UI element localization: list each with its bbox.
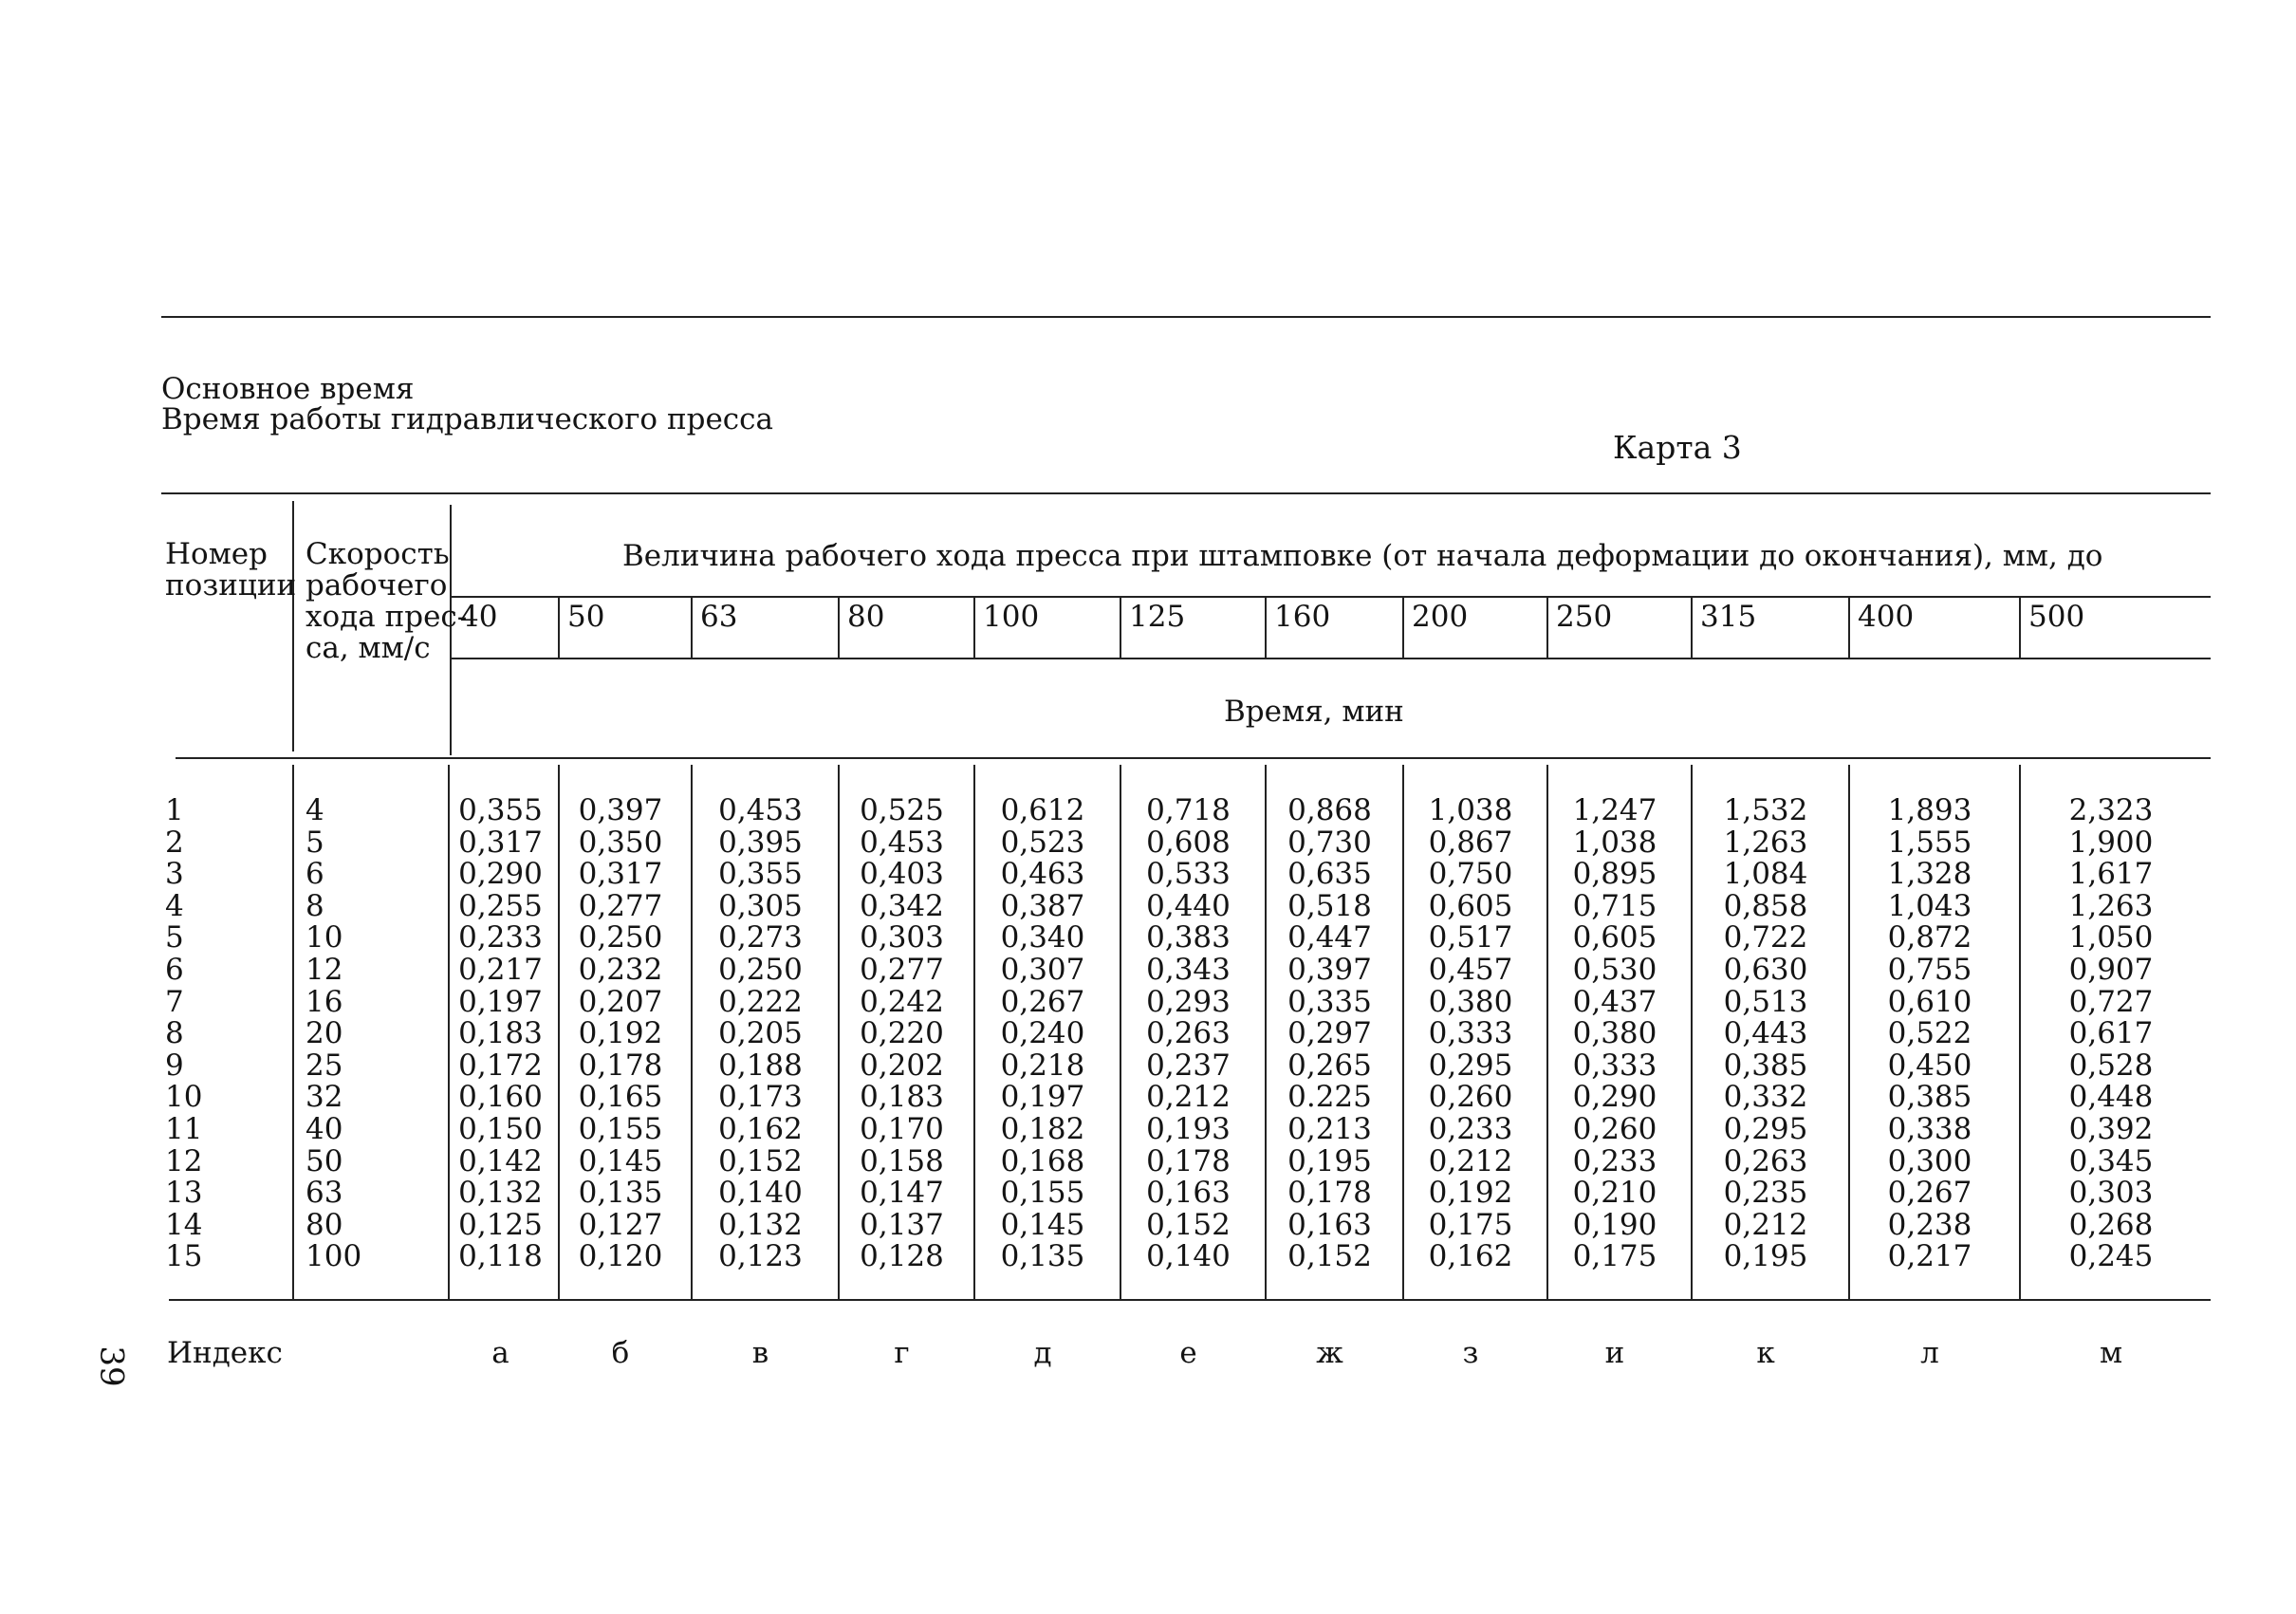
time-cell-r6-c12: 0,907 [2068,952,2154,987]
page-number: 39 [92,1345,131,1387]
position-1: 1 [165,793,184,827]
stroke-values-top-rule [451,596,2211,598]
time-cell-r4-c7: 0,518 [1287,888,1372,923]
time-cell-r5-c10: 0,722 [1723,920,1808,955]
speed-header-line-2: рабочего [306,568,448,603]
time-cell-r3-c10: 1,084 [1723,857,1808,892]
time-cell-r9-c11: 0,450 [1887,1048,1972,1083]
time-cell-r7-c2: 0,207 [578,984,663,1019]
time-column-315 [1691,795,1841,1273]
time-cell-r10-c6: 0,212 [1146,1080,1231,1115]
vrule-stroke-col-6 [1265,598,1267,659]
time-column-80 [838,795,966,1273]
table-top-rule [161,492,2211,494]
time-column-160 [1265,795,1395,1273]
stroke-value-40: 40 [460,600,498,634]
stroke-value-500: 500 [2028,600,2085,634]
time-cell-r6-c9: 0,530 [1572,952,1657,987]
time-cell-r7-c3: 0,222 [718,984,803,1019]
position-9: 9 [165,1048,184,1083]
time-cell-r13-c5: 0,155 [1000,1176,1085,1211]
time-cell-r15-c9: 0,175 [1572,1239,1657,1274]
vrule-stroke-col-2 [691,598,693,659]
time-cell-r7-c1: 0,197 [458,984,543,1019]
position-6: 6 [165,952,184,987]
time-cell-r12-c12: 0,345 [2068,1143,2154,1178]
time-cell-r5-c4: 0,303 [860,920,944,955]
time-cell-r2-c12: 1,900 [2068,825,2154,860]
time-cell-r10-c2: 0,165 [578,1080,663,1115]
vrule-stroke-col-9 [1691,598,1693,659]
index-letter-г: г [894,1336,910,1370]
time-cell-r8-c9: 0,380 [1572,1016,1657,1051]
stroke-values-bottom-rule [451,658,2211,659]
vrule-stroke-col-1 [558,598,560,659]
time-cell-r15-c2: 0,120 [578,1239,663,1274]
time-cell-r13-c6: 0,163 [1146,1176,1231,1211]
position-8: 8 [165,1016,184,1051]
time-cell-r3-c2: 0,317 [578,857,663,892]
position-2: 2 [165,825,184,860]
time-cell-r4-c12: 1,263 [2068,888,2154,923]
time-cell-r2-c3: 0,395 [718,825,803,860]
time-cell-r8-c12: 0,617 [2068,1016,2154,1051]
time-column-63 [691,795,830,1273]
speed-40: 40 [306,1111,343,1146]
time-cell-r4-c3: 0,305 [718,888,803,923]
time-cell-r7-c8: 0,380 [1428,984,1513,1019]
speeds-column [306,795,361,1273]
time-cell-r5-c3: 0,273 [718,920,803,955]
time-cell-r10-c7: 0.225 [1287,1080,1372,1115]
time-cell-r5-c9: 0,605 [1572,920,1657,955]
time-cell-r10-c1: 0,160 [458,1080,543,1115]
time-cell-r14-c1: 0,125 [458,1207,543,1242]
time-cell-r9-c8: 0,295 [1428,1048,1513,1083]
table-bottom-rule [169,1299,2211,1301]
time-cell-r14-c4: 0,137 [860,1207,944,1242]
time-cell-r3-c1: 0,290 [458,857,543,892]
time-cell-r4-c1: 0,255 [458,888,543,923]
time-cell-r8-c2: 0,192 [578,1016,663,1051]
position-3: 3 [165,857,184,892]
time-cell-r12-c2: 0,145 [578,1143,663,1178]
time-cell-r9-c12: 0,528 [2068,1048,2154,1083]
time-cell-r9-c2: 0,178 [578,1048,663,1083]
vrule-stroke-col-7 [1402,598,1404,659]
time-cell-r9-c3: 0,188 [718,1048,803,1083]
time-cell-r12-c9: 0,233 [1572,1143,1657,1178]
time-cell-r10-c5: 0,197 [1000,1080,1085,1115]
position-13: 13 [165,1176,203,1211]
time-cell-r11-c3: 0,162 [718,1111,803,1146]
time-cell-r1-c7: 0,868 [1287,793,1372,827]
time-cell-r9-c4: 0,202 [860,1048,944,1083]
time-cell-r4-c10: 0,858 [1723,888,1808,923]
time-cell-r4-c8: 0,605 [1428,888,1513,923]
time-cell-r6-c2: 0,232 [578,952,663,987]
time-cell-r11-c6: 0,193 [1146,1111,1231,1146]
time-cell-r4-c11: 1,043 [1887,888,1972,923]
time-cell-r10-c3: 0,173 [718,1080,803,1115]
time-cell-r11-c4: 0,170 [860,1111,944,1146]
time-cell-r13-c7: 0,178 [1287,1176,1372,1211]
speed-16: 16 [306,984,343,1019]
stroke-value-80: 80 [847,600,885,634]
time-cell-r13-c9: 0,210 [1572,1176,1657,1211]
time-cell-r3-c8: 0,750 [1428,857,1513,892]
time-cell-r3-c4: 0,403 [860,857,944,892]
time-cell-r12-c8: 0,212 [1428,1143,1513,1178]
time-cell-r13-c4: 0,147 [860,1176,944,1211]
vrule-stroke-col-10 [1848,598,1850,659]
time-cell-r6-c10: 0,630 [1723,952,1808,987]
time-cell-r15-c7: 0,152 [1287,1239,1372,1274]
time-cell-r11-c12: 0,392 [2068,1111,2154,1146]
time-cell-r6-c8: 0,457 [1428,952,1513,987]
time-cell-r12-c5: 0,168 [1000,1143,1085,1178]
speed-10: 10 [306,920,343,955]
time-cell-r1-c3: 0,453 [718,793,803,827]
title-line-1: Основное время [161,372,415,406]
stroke-value-63: 63 [700,600,738,634]
time-cell-r5-c8: 0,517 [1428,920,1513,955]
time-cell-r13-c2: 0,135 [578,1176,663,1211]
time-cell-r4-c4: 0,342 [860,888,944,923]
time-cell-r8-c4: 0,220 [860,1016,944,1051]
time-cell-r3-c7: 0,635 [1287,857,1372,892]
position-14: 14 [165,1207,203,1242]
time-cell-r15-c6: 0,140 [1146,1239,1231,1274]
time-cell-r8-c3: 0,205 [718,1016,803,1051]
time-cell-r9-c7: 0,265 [1287,1048,1372,1083]
time-cell-r9-c9: 0,333 [1572,1048,1657,1083]
time-cell-r8-c10: 0,443 [1723,1016,1808,1051]
time-cell-r12-c7: 0,195 [1287,1143,1372,1178]
time-cell-r3-c5: 0,463 [1000,857,1085,892]
time-cell-r3-c11: 1,328 [1887,857,1972,892]
speed-column-header [306,539,467,664]
time-cell-r10-c10: 0,332 [1723,1080,1808,1115]
time-cell-r2-c8: 0,867 [1428,825,1513,860]
stroke-value-100: 100 [983,600,1040,634]
time-cell-r7-c7: 0,335 [1287,984,1372,1019]
time-cell-r1-c9: 1,247 [1572,793,1657,827]
time-cell-r8-c6: 0,263 [1146,1016,1231,1051]
speed-32: 32 [306,1080,343,1115]
card-number: Карта 3 [1613,429,1742,466]
time-cell-r12-c3: 0,152 [718,1143,803,1178]
time-cell-r3-c3: 0,355 [718,857,803,892]
time-cell-r8-c1: 0,183 [458,1016,543,1051]
time-cell-r4-c9: 0,715 [1572,888,1657,923]
time-cell-r7-c11: 0,610 [1887,984,1972,1019]
stroke-value-315: 315 [1700,600,1757,634]
vrule-position-body [292,765,294,1299]
time-cell-r15-c1: 0,118 [458,1239,543,1274]
time-cell-r8-c7: 0,297 [1287,1016,1372,1051]
time-cell-r1-c5: 0,612 [1000,793,1085,827]
time-cell-r8-c11: 0,522 [1887,1016,1972,1051]
time-cell-r12-c11: 0,300 [1887,1143,1972,1178]
positions-column [165,795,202,1273]
title-line-2: Время работы гидравлического пресса [161,402,774,436]
time-cell-r1-c4: 0,525 [860,793,944,827]
time-cell-r11-c8: 0,233 [1428,1111,1513,1146]
time-cell-r11-c1: 0,150 [458,1111,543,1146]
index-letter-а: а [491,1336,509,1370]
time-cell-r6-c5: 0,307 [1000,952,1085,987]
position-12: 12 [165,1143,203,1178]
time-cell-r10-c9: 0,290 [1572,1080,1657,1115]
time-cell-r14-c8: 0,175 [1428,1207,1513,1242]
time-cell-r13-c1: 0,132 [458,1176,543,1211]
time-cell-r5-c2: 0,250 [578,920,663,955]
time-cell-r1-c12: 2,323 [2068,793,2154,827]
time-column-400 [1848,795,2011,1273]
time-cell-r1-c8: 1,038 [1428,793,1513,827]
time-cell-r6-c1: 0,217 [458,952,543,987]
stroke-value-160: 160 [1274,600,1331,634]
stroke-header: Величина рабочего хода пресса при штамповке (от начала деформации до окончания), мм, до [622,539,2103,573]
time-cell-r9-c6: 0,237 [1146,1048,1231,1083]
time-cell-r12-c1: 0,142 [458,1143,543,1178]
time-cell-r14-c10: 0,212 [1723,1207,1808,1242]
time-cell-r15-c10: 0,195 [1723,1239,1808,1274]
position-header-line-2: позиции [165,568,297,603]
position-7: 7 [165,984,184,1019]
time-cell-r15-c12: 0,245 [2068,1239,2154,1274]
time-cell-r2-c9: 1,038 [1572,825,1657,860]
time-cell-r15-c8: 0,162 [1428,1239,1513,1274]
time-cell-r9-c10: 0,385 [1723,1048,1808,1083]
time-cell-r2-c4: 0,453 [860,825,944,860]
header-bottom-rule [176,757,2211,759]
time-cell-r3-c6: 0,533 [1146,857,1231,892]
time-column-250 [1546,795,1683,1273]
position-15: 15 [165,1239,203,1274]
position-column-header [165,539,296,602]
time-cell-r13-c8: 0,192 [1428,1176,1513,1211]
time-cell-r14-c7: 0,163 [1287,1207,1372,1242]
index-label: Индекс [167,1336,283,1370]
time-cell-r8-c8: 0,333 [1428,1016,1513,1051]
time-cell-r10-c11: 0,385 [1887,1080,1972,1115]
top-rule [161,316,2211,318]
speed-header-line-3: хода прес- [306,600,468,634]
time-cell-r5-c11: 0,872 [1887,920,1972,955]
time-cell-r11-c11: 0,338 [1887,1111,1972,1146]
speed-5: 5 [306,825,324,860]
time-cell-r14-c11: 0,238 [1887,1207,1972,1242]
time-cell-r14-c3: 0,132 [718,1207,803,1242]
time-cell-r11-c5: 0,182 [1000,1111,1085,1146]
time-cell-r1-c10: 1,532 [1723,793,1808,827]
time-column-200 [1402,795,1539,1273]
speed-6: 6 [306,857,324,892]
vrule-stroke-col-4 [973,598,975,659]
time-cell-r8-c5: 0,240 [1000,1016,1085,1051]
time-cell-r13-c12: 0,303 [2068,1176,2154,1211]
time-cell-r2-c11: 1,555 [1887,825,1972,860]
time-cell-r14-c12: 0,268 [2068,1207,2154,1242]
time-cell-r13-c10: 0,235 [1723,1176,1808,1211]
time-cell-r6-c6: 0,343 [1146,952,1231,987]
time-cell-r6-c7: 0,397 [1287,952,1372,987]
time-cell-r7-c5: 0,267 [1000,984,1085,1019]
time-cell-r14-c5: 0,145 [1000,1207,1085,1242]
speed-12: 12 [306,952,343,987]
time-cell-r10-c12: 0,448 [2068,1080,2154,1115]
time-cell-r6-c4: 0,277 [860,952,944,987]
time-cell-r5-c7: 0,447 [1287,920,1372,955]
speed-25: 25 [306,1048,343,1083]
time-cell-r7-c12: 0,727 [2068,984,2154,1019]
speed-63: 63 [306,1176,343,1211]
time-header: Время, мин [1224,695,1404,729]
time-cell-r7-c10: 0,513 [1723,984,1808,1019]
time-cell-r13-c11: 0,267 [1887,1176,1972,1211]
time-cell-r12-c6: 0,178 [1146,1143,1231,1178]
position-header-line-1: Номер [165,537,268,571]
index-letter-ж: ж [1316,1336,1343,1370]
time-cell-r11-c2: 0,155 [578,1111,663,1146]
time-cell-r4-c2: 0,277 [578,888,663,923]
time-cell-r7-c4: 0,242 [860,984,944,1019]
time-cell-r5-c12: 1,050 [2068,920,2154,955]
time-cell-r11-c7: 0,213 [1287,1111,1372,1146]
index-letter-з: з [1462,1336,1479,1370]
time-cell-r1-c2: 0,397 [578,793,663,827]
time-cell-r12-c10: 0,263 [1723,1143,1808,1178]
time-cell-r2-c1: 0,317 [458,825,543,860]
time-cell-r11-c9: 0,260 [1572,1111,1657,1146]
stroke-value-125: 125 [1129,600,1186,634]
time-cell-r9-c5: 0,218 [1000,1048,1085,1083]
time-cell-r10-c4: 0,183 [860,1080,944,1115]
time-cell-r2-c2: 0,350 [578,825,663,860]
time-column-40 [451,795,550,1273]
stroke-value-250: 250 [1556,600,1613,634]
time-cell-r11-c10: 0,295 [1723,1111,1808,1146]
time-cell-r7-c6: 0,293 [1146,984,1231,1019]
vrule-stroke-col-11 [2019,598,2021,659]
time-cell-r6-c11: 0,755 [1887,952,1972,987]
time-cell-r6-c3: 0,250 [718,952,803,987]
time-cell-r1-c6: 0,718 [1146,793,1231,827]
speed-50: 50 [306,1143,343,1178]
time-cell-r15-c3: 0,123 [718,1239,803,1274]
position-4: 4 [165,888,184,923]
speed-4: 4 [306,793,324,827]
speed-header-line-4: са, мм/с [306,631,431,665]
time-cell-r14-c9: 0,190 [1572,1207,1657,1242]
time-cell-r2-c7: 0,730 [1287,825,1372,860]
stroke-value-50: 50 [567,600,605,634]
time-cell-r15-c11: 0,217 [1887,1239,1972,1274]
time-cell-r13-c3: 0,140 [718,1176,803,1211]
index-letter-и: и [1604,1336,1625,1370]
time-column-100 [973,795,1112,1273]
vrule-speed-body [448,765,450,1299]
position-11: 11 [165,1111,203,1146]
time-cell-r5-c5: 0,340 [1000,920,1085,955]
index-letter-к: к [1756,1336,1775,1370]
time-cell-r14-c2: 0,127 [578,1207,663,1242]
time-cell-r5-c6: 0,383 [1146,920,1231,955]
index-letter-л: л [1920,1336,1939,1370]
time-cell-r4-c6: 0,440 [1146,888,1231,923]
time-cell-r2-c6: 0,608 [1146,825,1231,860]
stroke-value-400: 400 [1858,600,1915,634]
speed-20: 20 [306,1016,343,1051]
time-cell-r14-c6: 0,152 [1146,1207,1231,1242]
time-cell-r3-c12: 1,617 [2068,857,2154,892]
time-cell-r3-c9: 0,895 [1572,857,1657,892]
position-5: 5 [165,920,184,955]
speed-8: 8 [306,888,324,923]
time-column-500 [2019,795,2203,1273]
time-cell-r5-c1: 0,233 [458,920,543,955]
speed-100: 100 [306,1239,362,1274]
time-cell-r15-c5: 0,135 [1000,1239,1085,1274]
index-letter-д: д [1033,1336,1052,1370]
time-cell-r4-c5: 0,387 [1000,888,1085,923]
time-cell-r12-c4: 0,158 [860,1143,944,1178]
stroke-value-200: 200 [1412,600,1469,634]
speed-header-line-1: Скорость [306,537,450,571]
time-cell-r1-c1: 0,355 [458,793,543,827]
index-letter-м: м [2099,1336,2123,1370]
vrule-stroke-col-8 [1546,598,1548,659]
time-column-50 [558,795,683,1273]
speed-80: 80 [306,1207,343,1242]
vrule-stroke-col-5 [1120,598,1121,659]
position-10: 10 [165,1080,203,1115]
index-letter-е: е [1179,1336,1197,1370]
time-cell-r15-c4: 0,128 [860,1239,944,1274]
time-cell-r2-c5: 0,523 [1000,825,1085,860]
time-column-125 [1120,795,1257,1273]
index-letter-б: б [611,1336,630,1370]
time-cell-r7-c9: 0,437 [1572,984,1657,1019]
time-cell-r2-c10: 1,263 [1723,825,1808,860]
time-cell-r1-c11: 1,893 [1887,793,1972,827]
index-letter-в: в [751,1336,769,1370]
vrule-stroke-col-3 [838,598,840,659]
time-cell-r9-c1: 0,172 [458,1048,543,1083]
time-cell-r10-c8: 0,260 [1428,1080,1513,1115]
